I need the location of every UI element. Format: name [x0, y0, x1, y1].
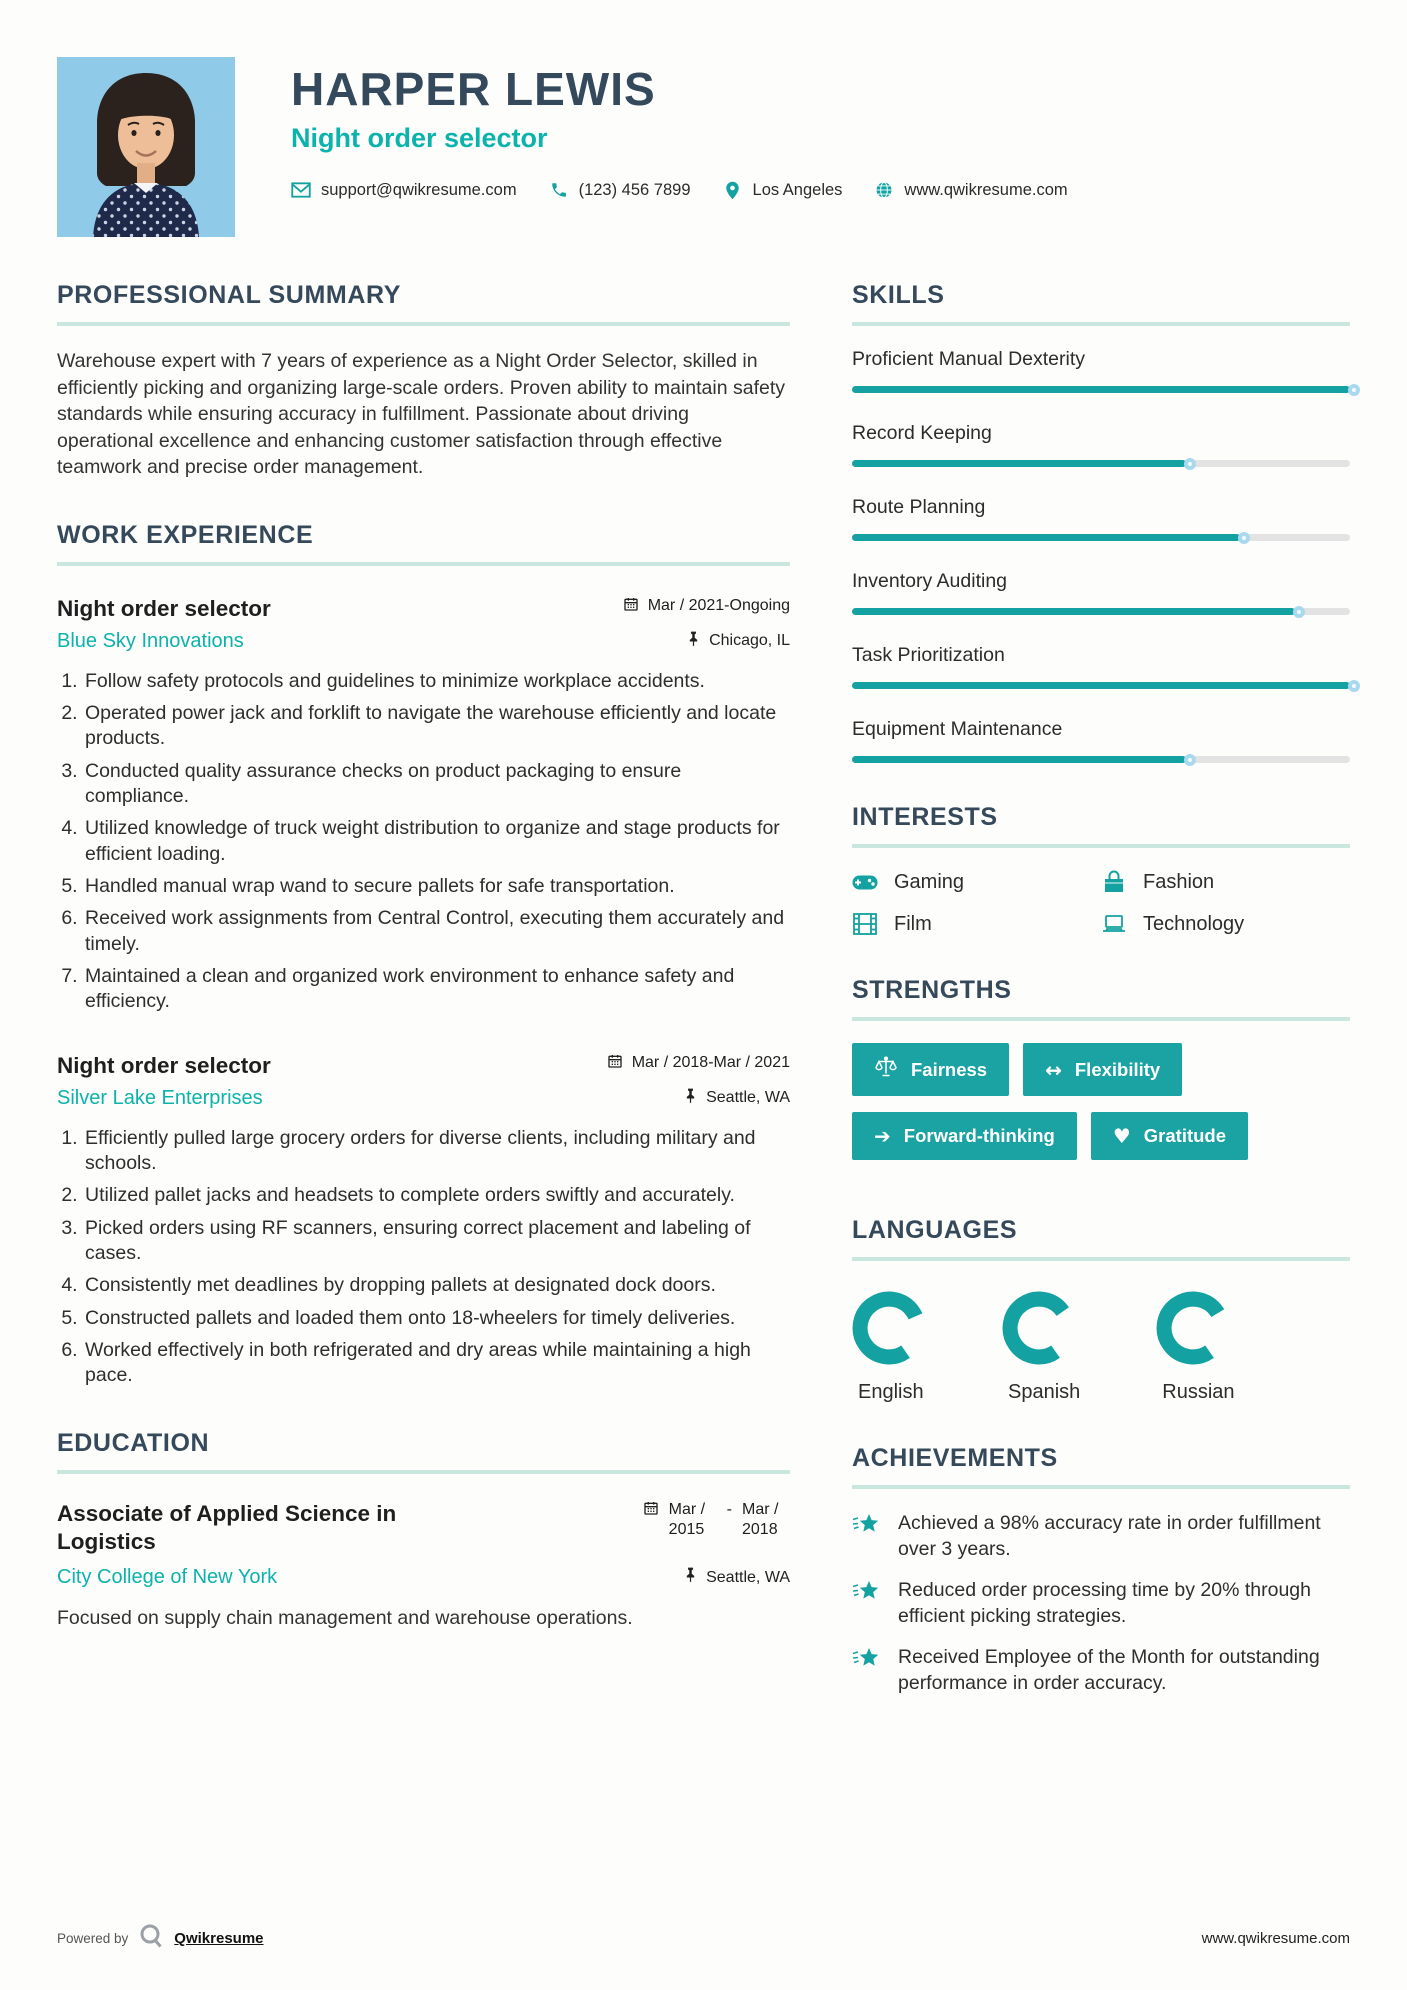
contact-location	[723, 180, 843, 200]
film-strip-icon	[852, 912, 878, 936]
interest-item	[852, 912, 1101, 936]
education-date-end: Mar / 2018	[742, 1500, 779, 1538]
skill-item	[852, 348, 1350, 393]
job-title: Night order selector	[57, 1052, 271, 1078]
contact-website-text: www.qwikresume.com	[904, 180, 1068, 199]
job-bullet: 1. Follow safety protocols and guidelines to minimize workplace accidents.	[83, 669, 790, 694]
job-bullet: 4. Utilized knowledge of truck weight distribution to organize and stage products for efficient loading.	[83, 816, 790, 867]
achievement-text: Achieved a 98% accuracy rate in order fulfillment over 3 years.	[898, 1512, 1321, 1560]
job-location-text: Chicago, IL	[709, 632, 790, 650]
section-interests	[852, 803, 1350, 936]
left-right-arrow-icon: ↔	[1045, 1057, 1062, 1082]
interest-label: Technology	[1143, 912, 1245, 935]
interest-label: Gaming	[894, 870, 965, 893]
contact-phone-text: (123) 456 7899	[578, 180, 691, 199]
section-work-experience	[57, 521, 790, 1389]
interest-item	[852, 870, 1101, 894]
strength-badge	[852, 1112, 1077, 1160]
slider-knob[interactable]	[1348, 680, 1360, 692]
job-title: Night order selector	[57, 595, 271, 621]
education-school: City College of New York	[57, 1566, 278, 1589]
content-columns	[57, 281, 1350, 1737]
job-bullet: 3. Picked orders using RF scanners, ensuring correct placement and labeling of cases.	[83, 1216, 790, 1267]
language-ring-chart	[1156, 1291, 1230, 1365]
skill-item	[852, 718, 1350, 763]
job-bullet: 6. Worked effectively in both refrigerated and dry areas while maintaining a high pace.	[83, 1338, 790, 1389]
skill-slider[interactable]	[852, 756, 1350, 763]
envelope-icon	[291, 180, 311, 200]
slider-knob[interactable]	[1184, 754, 1196, 766]
skill-fill	[852, 386, 1350, 393]
scales-icon	[874, 1056, 898, 1083]
header	[57, 57, 1350, 237]
job-bullet: 2. Operated power jack and forklift to navigate the warehouse efficiently and locate products.	[83, 701, 790, 752]
slider-knob[interactable]	[1184, 458, 1196, 470]
gamepad-icon	[852, 870, 878, 894]
education-description: Focused on supply chain management and warehouse operations.	[57, 1607, 633, 1630]
languages-heading: LANGUAGES	[852, 1216, 1350, 1261]
skill-label: Task Prioritization	[852, 644, 1005, 666]
calendar-icon	[643, 1500, 659, 1521]
achievement-item	[852, 1511, 1350, 1563]
qwikresume-logo-icon	[138, 1923, 164, 1954]
contact-website[interactable]	[874, 180, 1067, 200]
map-pin-icon	[723, 180, 743, 200]
education-heading: EDUCATION	[57, 1429, 790, 1474]
pushpin-icon	[684, 1088, 697, 1109]
shooting-star-icon	[852, 1645, 884, 1697]
skill-label: Inventory Auditing	[852, 570, 1008, 592]
education-location	[684, 1567, 790, 1588]
candidate-job-title: Night order selector	[291, 123, 548, 154]
calendar-icon	[623, 596, 639, 617]
skill-slider[interactable]	[852, 608, 1350, 615]
job-bullets	[57, 1126, 790, 1389]
strength-label: Fairness	[911, 1058, 988, 1080]
language-label: Spanish	[1008, 1381, 1081, 1403]
strength-label: Forward-thinking	[903, 1125, 1055, 1146]
education-dates	[643, 1500, 790, 1540]
skill-fill	[852, 682, 1350, 689]
pushpin-icon	[687, 631, 700, 652]
section-languages	[852, 1216, 1350, 1404]
achievement-text: Reduced order processing time by 20% through efficient picking strategies.	[898, 1578, 1311, 1627]
powered-by-label: Powered by	[57, 1931, 129, 1946]
skill-item	[852, 422, 1350, 467]
section-achievements	[852, 1444, 1350, 1697]
language-item	[1156, 1291, 1234, 1404]
shooting-star-icon	[852, 1511, 884, 1563]
laptop-icon	[1101, 912, 1127, 936]
work-heading: WORK EXPERIENCE	[57, 521, 790, 566]
job-company: Blue Sky Innovations	[57, 629, 244, 652]
language-label: English	[858, 1381, 924, 1403]
job-date-text: Mar / 2021-Ongoing	[647, 597, 790, 615]
education-degree: Associate of Applied Science in Logistics	[57, 1500, 397, 1554]
section-professional-summary	[57, 281, 790, 481]
skill-label: Proficient Manual Dexterity	[852, 348, 1086, 370]
education-date-start: Mar / 2015	[668, 1500, 706, 1538]
footer-website-link[interactable]: www.qwikresume.com	[1201, 1930, 1350, 1947]
strength-badge	[852, 1043, 1009, 1096]
qwikresume-brand-link[interactable]: Qwikresume	[174, 1930, 264, 1947]
section-education	[57, 1429, 790, 1632]
slider-knob[interactable]	[1293, 606, 1305, 618]
skill-slider[interactable]	[852, 386, 1350, 393]
job-bullet: 1. Efficiently pulled large grocery orders for diverse clients, including military and schools.	[83, 1126, 790, 1177]
summary-heading: PROFESSIONAL SUMMARY	[57, 281, 790, 326]
right-arrow-icon: ➔	[874, 1124, 891, 1148]
skill-slider[interactable]	[852, 534, 1350, 541]
phone-icon	[549, 180, 569, 200]
skill-label: Route Planning	[852, 496, 986, 518]
job-company: Silver Lake Enterprises	[57, 1086, 263, 1109]
job-date-text: Mar / 2018-Mar / 2021	[631, 1054, 790, 1072]
candidate-name: HARPER LEWIS	[291, 63, 656, 115]
job-entry	[57, 596, 790, 1015]
language-label: Russian	[1162, 1381, 1235, 1403]
skill-label: Record Keeping	[852, 422, 992, 444]
education-date-separator: -	[726, 1500, 732, 1518]
interest-label: Film	[894, 912, 932, 935]
interest-item	[1101, 870, 1350, 894]
language-item	[1002, 1291, 1080, 1404]
achievement-item	[852, 1645, 1350, 1697]
profile-photo	[57, 57, 235, 237]
footer	[57, 1893, 1350, 1954]
job-entry	[57, 1053, 790, 1389]
section-skills	[852, 281, 1350, 763]
interest-item	[1101, 912, 1350, 936]
job-date	[607, 1053, 790, 1074]
contact-email-text: support@qwikresume.com	[321, 180, 517, 199]
job-bullet: 2. Utilized pallet jacks and headsets to complete orders swiftly and accurately.	[83, 1183, 790, 1208]
skill-fill	[852, 608, 1295, 615]
job-bullet: 5. Handled manual wrap wand to secure pallets for safe transportation.	[83, 874, 790, 899]
profile-photo-illustration	[57, 57, 235, 237]
heart-icon: ♥	[1112, 1124, 1131, 1148]
job-location-text: Seattle, WA	[706, 1089, 790, 1107]
skill-item	[852, 644, 1350, 689]
contact-email[interactable]	[291, 180, 517, 200]
job-location	[687, 631, 790, 652]
job-bullet: 5. Constructed pallets and loaded them onto 18-wheelers for timely deliveries.	[83, 1306, 790, 1331]
interest-label: Fashion	[1143, 870, 1215, 893]
language-ring-chart	[1002, 1291, 1076, 1365]
interests-heading: INTERESTS	[852, 803, 1350, 848]
contact-phone	[549, 180, 691, 200]
job-bullet: 4. Consistently met deadlines by dropping pallets at designated dock doors.	[83, 1273, 790, 1298]
skill-label: Equipment Maintenance	[852, 718, 1063, 740]
job-date	[623, 596, 790, 617]
slider-knob[interactable]	[1348, 384, 1360, 396]
pushpin-icon	[684, 1567, 697, 1588]
strength-label: Flexibility	[1074, 1058, 1161, 1080]
right-column	[852, 281, 1350, 1737]
language-ring-chart	[852, 1291, 926, 1365]
job-bullet: 6. Received work assignments from Central Control, executing them accurately and timely.	[83, 906, 790, 957]
job-location	[684, 1088, 790, 1109]
strengths-heading: STRENGTHS	[852, 976, 1350, 1021]
language-item	[852, 1291, 926, 1404]
skill-slider[interactable]	[852, 460, 1350, 467]
strength-label: Gratitude	[1143, 1125, 1227, 1146]
section-strengths	[852, 976, 1350, 1176]
job-bullets	[57, 669, 790, 1015]
shopping-bag-icon	[1101, 870, 1127, 894]
skills-heading: SKILLS	[852, 281, 1350, 326]
left-column	[57, 281, 790, 1737]
slider-knob[interactable]	[1238, 532, 1250, 544]
achievement-text: Received Employee of the Month for outstanding performance in order accuracy.	[898, 1645, 1320, 1694]
skill-slider[interactable]	[852, 682, 1350, 689]
contact-row	[291, 180, 1086, 200]
summary-text: Warehouse expert with 7 years of experience as a Night Order Selector, skilled in efficiently picking and organizing large-scale orders. Proven ability to maintain safety standards while ensuring accuracy in fulfillment. Passionate about driving operational excellence and enhancing customer satisfaction through effective teamwork and precise order management.	[57, 350, 786, 479]
calendar-icon	[607, 1053, 623, 1074]
education-location-text: Seattle, WA	[706, 1568, 790, 1586]
shooting-star-icon	[852, 1578, 884, 1630]
skill-fill	[852, 460, 1186, 467]
achievements-heading: ACHIEVEMENTS	[852, 1444, 1350, 1489]
contact-location-text: Los Angeles	[752, 180, 843, 199]
job-bullet: 3. Conducted quality assurance checks on product packaging to ensure compliance.	[83, 759, 790, 810]
skill-fill	[852, 756, 1186, 763]
globe-icon	[874, 180, 894, 200]
skill-item	[852, 570, 1350, 615]
skill-item	[852, 496, 1350, 541]
achievement-item	[852, 1578, 1350, 1630]
skill-fill	[852, 534, 1240, 541]
strength-badge	[1091, 1112, 1248, 1160]
job-bullet: 7. Maintained a clean and organized work environment to enhance safety and efficiency.	[83, 964, 790, 1015]
strength-badge	[1023, 1043, 1182, 1096]
header-text	[291, 57, 1086, 237]
